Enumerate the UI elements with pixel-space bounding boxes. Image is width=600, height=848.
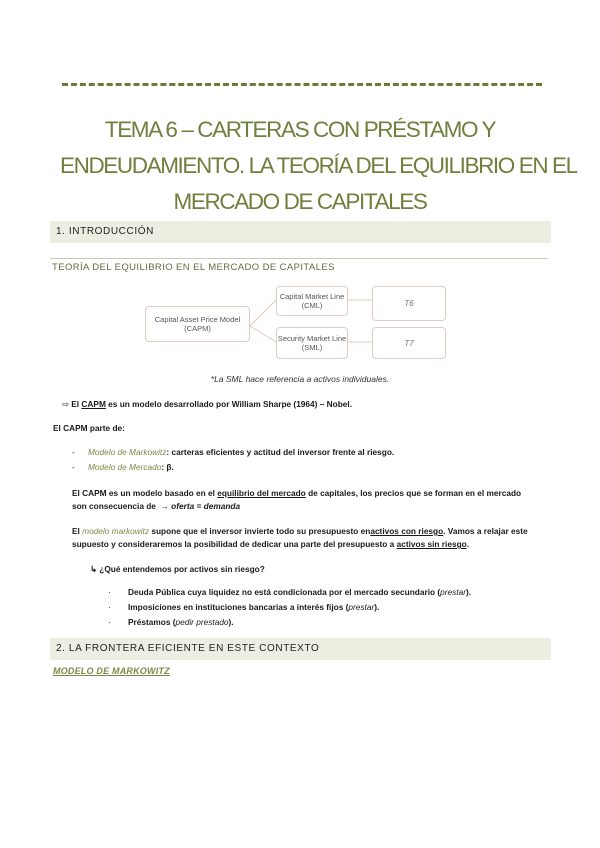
sml-node: Security Market Line (SML) xyxy=(276,327,348,359)
list-item: · Imposiciones en instituciones bancarias a interés fijos (prestar). xyxy=(108,602,380,612)
cml-value-node: T6 xyxy=(372,286,446,321)
cml-node: Capital Market Line (CML) xyxy=(276,286,348,316)
markowitz-term: Modelo de Markowitz xyxy=(88,447,167,457)
list-item: · Préstamos (pedir prestado). xyxy=(108,617,234,627)
mercado-desc: : β. xyxy=(161,462,174,472)
bullet-dot: · xyxy=(108,602,111,612)
activos-con-riesgo-link[interactable]: activos con riesgo xyxy=(370,526,444,536)
intro-paragraph xyxy=(62,398,352,410)
bullet-dot: · xyxy=(108,587,111,597)
list-item xyxy=(72,446,394,458)
list-item xyxy=(72,461,174,473)
return-arrow-icon: ↳ xyxy=(90,564,97,574)
right-arrow-icon: → xyxy=(160,501,169,511)
bullet-dot: · xyxy=(108,617,111,627)
section-heading-frontera: 2. LA FRONTERA EFICIENTE EN ESTE CONTEXTO xyxy=(50,638,551,660)
arrow-icon: ⇨ xyxy=(62,399,69,409)
bullet-dash: - xyxy=(72,462,75,472)
sml-value-node: T7 xyxy=(372,327,446,359)
capm-link[interactable]: CAPM xyxy=(81,399,106,409)
mercado-term: Modelo de Mercado xyxy=(88,462,162,472)
equilibrio-link[interactable]: equilibrio del mercado xyxy=(217,488,306,498)
bullet-dash: - xyxy=(72,447,75,457)
list-item: · Deuda Pública cuya liquidez no está condicionada por el mercado secundario (prestar). xyxy=(108,587,472,597)
title-line-3: MERCADO DE CAPITALES xyxy=(173,189,427,214)
question-line: ↳ ¿Qué entendemos por activos sin riesgo? xyxy=(90,564,265,574)
capm-node: Capital Asset Price Model (CAPM) xyxy=(145,306,250,342)
title-line-1: TEMA 6 – CARTERAS CON PRÉSTAMO Y xyxy=(104,117,496,142)
intro-rest: es un modelo desarrollado por William Sharpe (1964) – Nobel. xyxy=(108,399,352,409)
title-line-2: ENDEUDAMIENTO. LA TEORÍA DEL EQUILIBRIO EN EL xyxy=(60,153,577,178)
markowitz-heading-link[interactable]: MODELO DE MARKOWITZ xyxy=(53,666,170,676)
markowitz-desc: : carteras eficientes y actitud del inversor frente al riesgo. xyxy=(166,447,395,457)
paragraph-equilibrio-line1: El CAPM es un modelo basado en el equilibrio del mercado de capitales, los precios que se forman en el mercado xyxy=(72,488,522,498)
paragraph-equilibrio-line2: son consecuencia de → oferta = demanda xyxy=(72,501,241,511)
paragraph-markowitz-line2: supuesto y consideraremos la posibilidad de dedicar una parte del presupuesto a activos sin riesgo. xyxy=(72,539,470,549)
sml-note: *La SML hace referencia a activos individuales. xyxy=(210,374,390,384)
section-heading-introduccion: 1. INTRODUCCIÓN xyxy=(50,221,551,243)
paragraph-markowitz-line1: El modelo markowitz supone que el inversor invierte todo su presupuesto enactivos con riesgo. Vamos a relajar este xyxy=(72,526,528,536)
markowitz-model-term: modelo markowitz xyxy=(82,526,150,536)
subheading-teoria-equilibrio: TEORÍA DEL EQUILIBRIO EN EL MERCADO DE CAPITALES xyxy=(52,262,335,273)
capm-parts-label: El CAPM parte de: xyxy=(53,423,125,433)
activos-sin-riesgo-link[interactable]: activos sin riesgo xyxy=(396,539,467,549)
intro-prefix: El xyxy=(71,399,80,409)
